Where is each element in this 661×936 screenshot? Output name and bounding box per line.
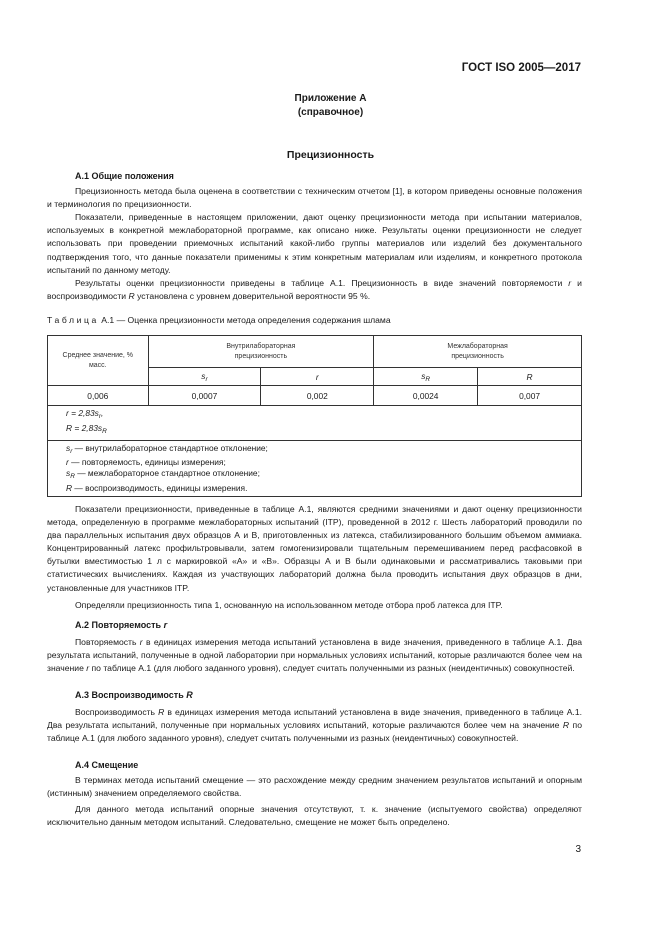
paragraph: Для данного метода испытаний опорные значения отсутствуют, т. к. значение (испытуемого свойства) определяют исключительно данным методом испытаний. Следовательно, смещение не может быть определено. (47, 804, 582, 828)
standard-code: ГОСТ ISO 2005—2017 (461, 62, 581, 74)
legend-item: $s_r$ — внутрилабораторное стандартное отклонение; (66, 442, 268, 455)
annex-type: (справочное) (297, 107, 364, 118)
formula-r: $r = 2,83s_r$, (66, 408, 104, 420)
legend-item: r — повторяемость, единицы измерения; (66, 457, 226, 468)
annex-title: Приложение А (294, 93, 367, 104)
cell-sr: 0,0007 (148, 386, 261, 406)
annex-subject-title: Прецизионность (286, 149, 375, 161)
paragraph: Определяли прецизионность типа 1, основанную на использованном методе отбора проб латекса для ITP. (75, 599, 503, 610)
column-header-mean: Среднее значение, % масс. (48, 336, 149, 386)
cell-R: 0,007 (478, 386, 582, 406)
paragraph: Воспроизводимость R в единицах измерения метода испытаний установлена в виде значения, приведенного в таблице А.1. Два результата испытаний, полученные при нормальных условиях испытаний, которые различаются более чем на значение R по таблице А.1 (для любого заданного уровня), следует считать полученными из разных (неидентичных) совокупностей. (47, 707, 582, 744)
legend-item: $s_R$ — межлабораторное стандартное отклонение; (66, 468, 260, 481)
section-a3-heading: А.3 Воспроизводимость R (75, 690, 193, 700)
section-a2 (47, 619, 582, 675)
paragraph: Прецизионность метода была оценена в соответствии с техническим отчетом [1], в котором приведены основные положения и терминология по прецизионности. (47, 186, 582, 210)
formula-note (48, 406, 582, 441)
subheader-sR: $s_R$ (374, 368, 478, 386)
subheader-R: R (478, 368, 582, 386)
section-a1-continued (47, 503, 582, 612)
page-number: 3 (575, 844, 581, 855)
table-caption: Таблица А.1 — Оценка прецизионности метода определения содержания шлама (47, 315, 391, 325)
annex-heading (0, 92, 661, 120)
table-row (48, 386, 582, 406)
paragraph: Показатели прецизионности, приведенные в таблице А.1, являются средними значениями и дают оценку прецизионности метода, определенную в программе межлабораторных испытаний (ITP), проведенной в 2012 г. Шесть лабораторий проводили по два параллельных испытания двух образцов А и В, приготовленных из латекса, стабилизированного большим объемом аммиака. Концентрированный латекс профильтровывали, затем гомогенизировали тщательным перемешиванием перед расфасовкой в бутылки вместимостью 1 л с маркировкой «А» и «В». Образцы А и В были одинаковыми и рассматривались таковыми при статистических вычислениях. Каждая из участвующих лабораторий должна была проводить испытания двух образцов в дни, установленные для участников ITP. (47, 504, 582, 593)
section-a4 (47, 759, 582, 829)
section-a3 (47, 689, 582, 745)
symbols-legend (48, 440, 582, 496)
cell-r: 0,002 (261, 386, 374, 406)
cell-sR: 0,0024 (374, 386, 478, 406)
section-a1 (47, 170, 582, 303)
section-a2-heading: А.2 Повторяемость r (75, 620, 168, 630)
paragraph: Показатели, приведенные в настоящем приложении, дают оценку прецизионности метода при испытании материалов, используемых в конкретной межлабораторной программе, как описано ниже. Результаты оценки прецизионности не следует использовать при проведении приемочных испытаний какой-либо группы материалов или изделий без документального подтверждения того, что данные показатели применимы к этим конкретным материалам или изделиям, и конкретного протокола испытаний по данному методу. (47, 212, 582, 275)
paragraph: Повторяемость r в единицах измерения метода испытаний установлена в виде значения, приведенного в таблице А.1. Два результата испытаний, полученные в одной лаборатории при нормальных условиях испытаний, которые различаются более чем на значение r по таблице А.1 (для любого заданного уровня), следует считать полученными из разных (неидентичных) совокупностей. (47, 637, 582, 674)
section-a1-heading: А.1 Общие положения (75, 171, 174, 181)
paragraph: В терминах метода испытаний смещение — это расхождение между средним значением результатов испытаний и опорным (истинным) значением определяемого свойства. (47, 775, 582, 799)
subheader-sr: $s_r$ (148, 368, 261, 386)
column-header-intralab: Внутрилабораторная прецизионность (148, 336, 374, 368)
precision-table (47, 335, 582, 497)
column-header-interlab: Межлабораторная прецизионность (374, 336, 582, 368)
formula-R: $R = 2,83s_R$ (66, 422, 107, 435)
subheader-r: r (261, 368, 374, 386)
section-a4-heading: А.4 Смещение (75, 760, 139, 770)
legend-item: R — воспроизводимость, единицы измерения. (66, 482, 248, 493)
cell-mean: 0,006 (48, 386, 149, 406)
paragraph: Результаты оценки прецизионности приведены в таблице А.1. Прецизионность в виде значений повторяемости r и воспроизводимости R установлена с уровнем доверительной вероятности 95 %. (47, 277, 582, 301)
